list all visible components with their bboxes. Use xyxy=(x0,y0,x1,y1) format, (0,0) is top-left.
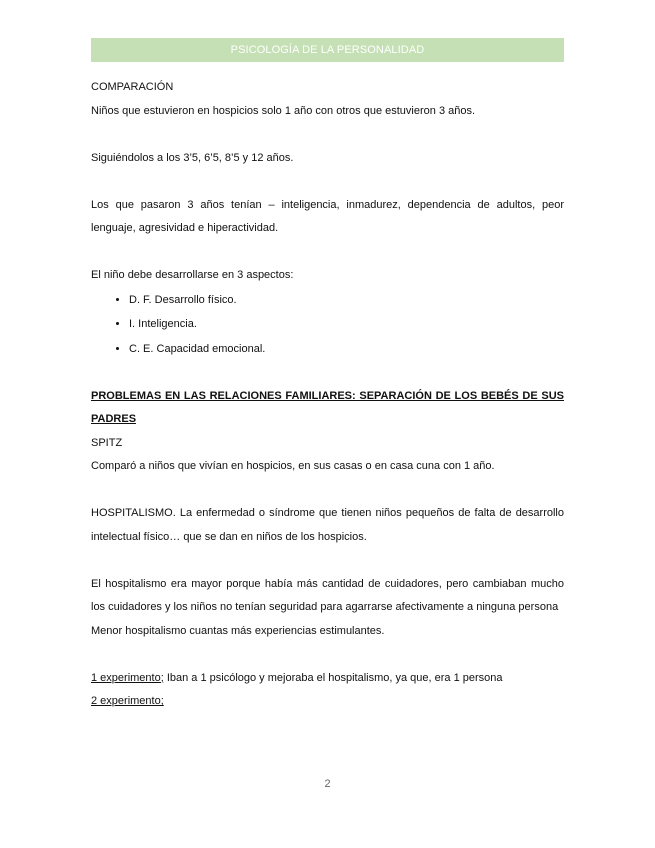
experiment-2 xyxy=(91,690,564,714)
list-item: • D. F. Desarrollo físico. xyxy=(129,288,564,313)
page-header xyxy=(91,38,564,62)
document-body xyxy=(91,76,564,714)
experiment-1 xyxy=(91,667,564,691)
section-title: PROBLEMAS EN LAS RELACIONES FAMILIARES: SEPARACIÓN DE LOS BEBÉS DE SUS PADRES xyxy=(91,389,564,425)
hospitalism-definition: HOSPITALISMO. La enfermedad o síndrome que tienen niños pequeños de falta de desarrollo intelectual físico… que se dan en niños de los hospicios. xyxy=(91,507,564,543)
comparison-text: Niños que estuvieron en hospicios solo 1 año con otros que estuvieron 3 años. xyxy=(91,104,476,117)
page-number: 2 xyxy=(324,778,331,790)
aspects-intro: El niño debe desarrollarse en 3 aspectos: xyxy=(91,269,294,281)
spitz-label: SPITZ xyxy=(91,436,123,449)
aspects-list xyxy=(91,288,564,362)
list-item: • C. E. Capacidad emocional. xyxy=(129,337,564,362)
three-years-effects: Los que pasaron 3 años tenían – inteligencia, inmadurez, dependencia de adultos, peor lenguaje, agresividad e hiperactividad. xyxy=(91,198,564,234)
experiment-2-label: 2 experimento; xyxy=(91,695,164,707)
hospitalism-paragraph: El hospitalismo era mayor porque había más cantidad de cuidadores, pero cambiaban mucho los cuidadores y los niños no tenían seguridad para agarrarse afectivamente a ninguna persona xyxy=(91,577,564,613)
list-item: • I. Inteligencia. xyxy=(129,312,564,337)
header-title: PSICOLOGÍA DE LA PERSONALIDAD xyxy=(230,44,425,56)
experiment-1-text: Iban a 1 psicólogo y mejoraba el hospitalismo, ya que, era 1 persona xyxy=(163,671,503,684)
spitz-text: Comparó a niños que vivían en hospicios, en sus casas o en casa cuna con 1 año. xyxy=(91,460,495,472)
follow-up-ages: Siguiéndolos a los 3’5, 6’5, 8’5 y 12 años. xyxy=(91,151,294,164)
hospitalism-stimulation: Menor hospitalismo cuantas más experiencias estimulantes. xyxy=(91,624,385,637)
comparison-heading: COMPARACIÓN xyxy=(91,81,174,93)
experiment-1-label: 1 experimento; xyxy=(91,671,164,684)
